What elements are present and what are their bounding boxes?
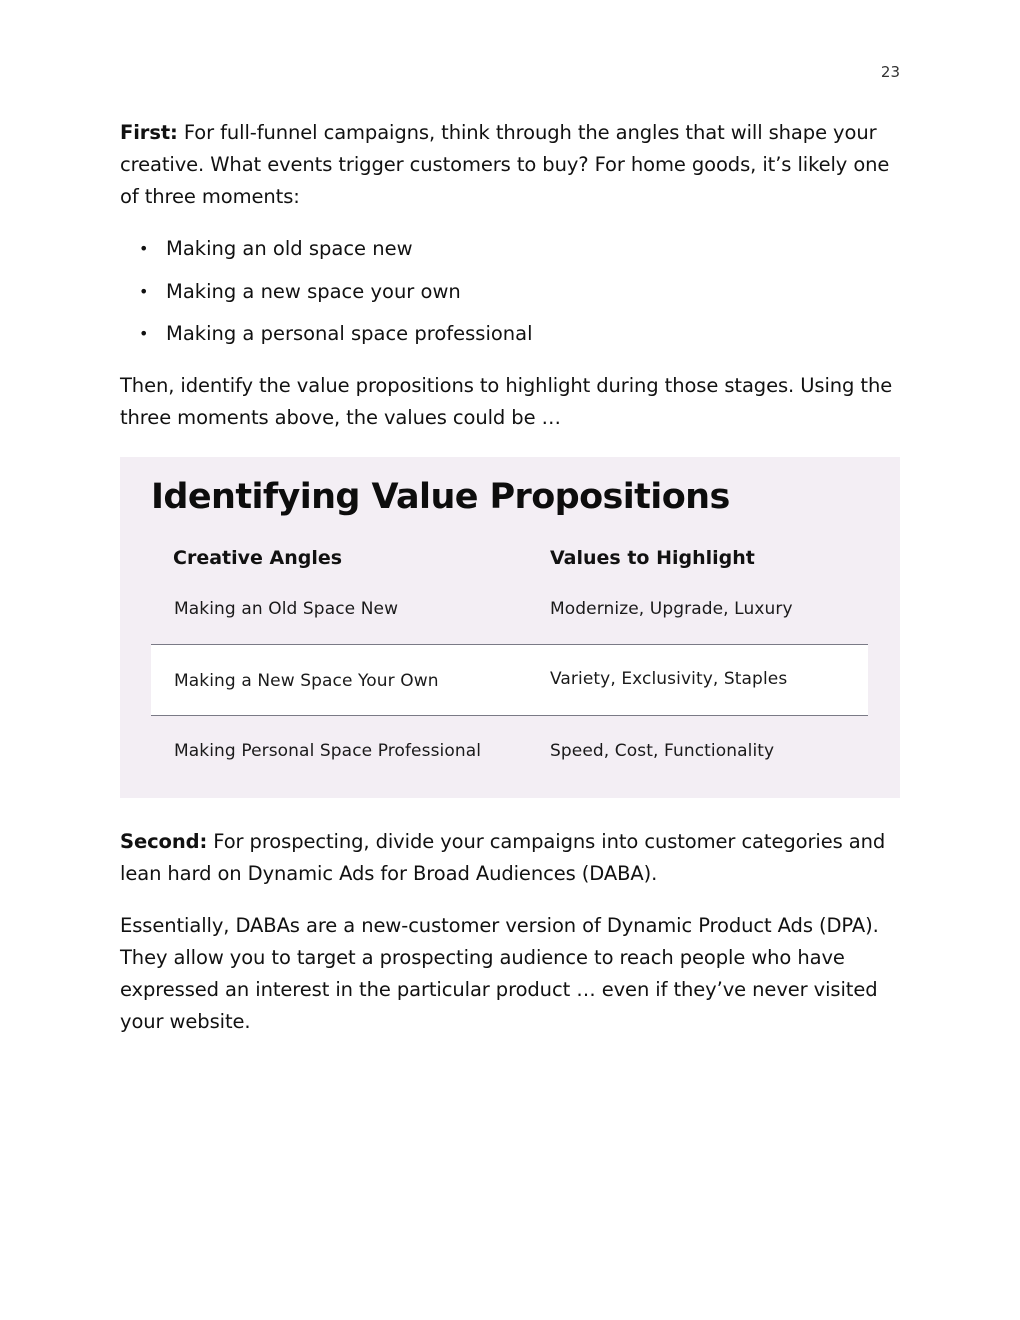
intro-text: For full-funnel campaigns, think through the angles that will shape your creative. What events trigger customers to buy? For home goods, it’s likely one of three moments:: [120, 121, 890, 208]
list-item: [120, 276, 900, 308]
creative-angle-cell: Making a New Space Your Own: [174, 671, 439, 691]
page-content: [120, 117, 900, 1038]
table-row: [151, 574, 868, 645]
closing-paragraph: Essentially, DABAs are a new-customer version of Dynamic Product Ads (DPA). They allow you to target a prospecting audience to reach people who have expressed an interest in the particular product … even if they’ve never visited your website.: [120, 914, 879, 1033]
figure-title: Identifying Value Propositions: [151, 477, 730, 517]
list-item-text: Making a personal space professional: [166, 322, 533, 345]
list-item-text: Making a new space your own: [166, 279, 461, 303]
table-row: [151, 645, 868, 716]
column-header-creative-angles: Creative Angles: [173, 547, 343, 569]
second-paragraph: [120, 826, 900, 890]
bullet-icon: •: [139, 239, 149, 258]
values-cell: Modernize, Upgrade, Luxury: [550, 599, 793, 619]
transition-paragraph: Then, identify the value propositions to highlight during those stages. Using the three moments above, the values could be …: [120, 374, 893, 429]
creative-angle-cell: Making an Old Space New: [174, 599, 399, 619]
list-item: [120, 318, 900, 350]
intro-paragraph: [120, 117, 900, 213]
bullet-icon: •: [139, 281, 149, 301]
column-header-values: Values to Highlight: [550, 547, 755, 569]
second-text: For prospecting, divide your campaigns into customer categories and lean hard on Dynamic Ads for Broad Audiences (DABA).: [120, 830, 886, 885]
page-number: 23: [880, 63, 900, 81]
intro-lead: First:: [120, 121, 178, 144]
table-row: [151, 716, 868, 787]
creative-angle-cell: Making Personal Space Professional: [174, 741, 482, 761]
moments-list: [120, 233, 900, 350]
second-lead: Second:: [120, 830, 208, 853]
list-item: [120, 233, 900, 265]
values-cell: Speed, Cost, Functionality: [550, 741, 775, 761]
values-cell: Variety, Exclusivity, Staples: [550, 669, 788, 689]
list-item-text: Making an old space new: [166, 237, 413, 260]
bullet-icon: •: [139, 324, 149, 343]
value-propositions-figure: [120, 457, 900, 798]
